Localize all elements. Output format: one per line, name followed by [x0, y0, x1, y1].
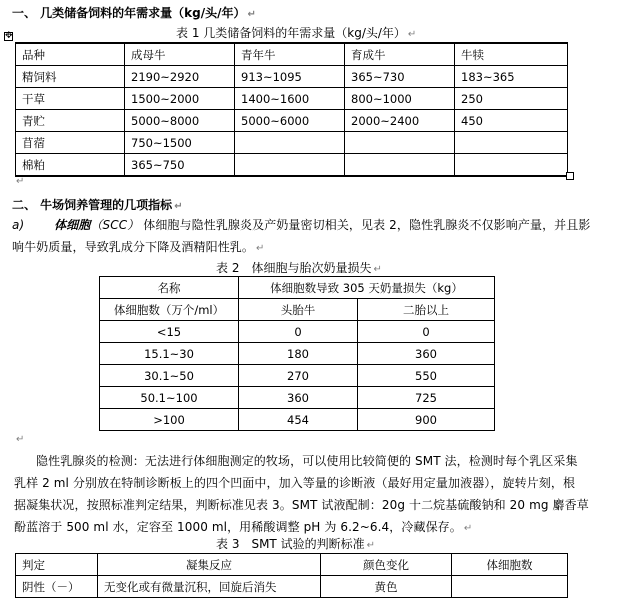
- table-3-header-cell: 体细胞数: [452, 554, 568, 576]
- table-cell: >100: [100, 409, 239, 431]
- table-3: [15, 553, 568, 598]
- table-resize-handle[interactable]: [566, 172, 574, 180]
- table-cell: 无变化或有微量沉积，回旋后消失: [98, 576, 321, 598]
- table-row: [100, 409, 495, 431]
- table-cell: 725: [358, 387, 495, 409]
- paragraph-text: 响牛奶质量，导致乳成分下降及酒精阳性乳。: [12, 240, 255, 254]
- section-2-heading: 二、 牛场饲养管理的几项指标 ↵: [12, 198, 183, 212]
- table-1-header-cell: 成母牛: [125, 43, 235, 66]
- table-3-header-row: [16, 554, 568, 576]
- table-cell: [345, 154, 455, 177]
- section-1-heading: 一、 几类储备饲料的年需求量（kg/头/年） ↵: [12, 6, 256, 20]
- table-1-header-row: [16, 43, 568, 66]
- table-cell: 365~750: [125, 154, 235, 177]
- table-row: [16, 154, 568, 177]
- table-cell: 550: [358, 365, 495, 387]
- paragraph-mark: ↵: [16, 434, 25, 445]
- paragraph-text: 酚蓝溶于 500 ml 水，定容至 1000 ml，用稀酸调整 pH 为 6.2~6.4，冷藏保存。: [14, 520, 462, 534]
- table-cell: 50.1~100: [100, 387, 239, 409]
- table-1: [15, 42, 568, 177]
- table-cell: 30.1~50: [100, 365, 239, 387]
- list-label: a): [12, 218, 25, 232]
- table-cell: 阴性（－）: [16, 576, 98, 598]
- table-1-header-cell: 品种: [16, 43, 125, 66]
- table-cell: 900: [358, 409, 495, 431]
- table-row: [100, 321, 495, 343]
- paragraph-text: 体细胞与隐性乳腺炎及产奶量密切相关，见表 2，隐性乳腺炎不仅影响产量，并且影: [143, 218, 591, 232]
- table-cell: 1500~2000: [125, 88, 235, 110]
- table-1-header-cell: 牛犊: [455, 43, 568, 66]
- table-cell: [345, 132, 455, 154]
- table-cell: [455, 154, 568, 177]
- table-2-header-cell: 体细胞数（万个/ml）: [100, 299, 239, 321]
- table-row: [100, 343, 495, 365]
- table-cell: 750~1500: [125, 132, 235, 154]
- table-cell: 454: [239, 409, 358, 431]
- table-cell: 180: [239, 343, 358, 365]
- table-cell: <15: [100, 321, 239, 343]
- table-row: [16, 132, 568, 154]
- table-cell: 苜蓿: [16, 132, 125, 154]
- table-cell: 360: [358, 343, 495, 365]
- paragraph-smt: 隐性乳腺炎的检测：无法进行体细胞测定的牧场，可以使用比较简便的 SMT 法，检测时每个乳区采集 乳样 2 ml 分别放在特制诊断板上的四个凹面中，加入等量的诊断液（最好用定量加液器），旋转片刻，根 据凝集状况，按照标准判定结果，判断标准见表 3。SMT 试液配制：20g 十二烷基硫酸钠和 20 mg 麝香草 酚蓝溶于 500 ml 水，定容至 1000 ml，用稀酸调整 pH 为 6.2~6.4，冷藏保存。 ↵: [14, 450, 618, 540]
- table-cell: 干草: [16, 88, 125, 110]
- table-cell: 精饲料: [16, 66, 125, 88]
- table-cell: 183~365: [455, 66, 568, 88]
- table-row: [16, 576, 568, 598]
- table-2-caption: 表 2 体细胞与胎次奶量损失 ↵: [216, 261, 382, 275]
- table-3-header-cell: 颜色变化: [321, 554, 452, 576]
- table-1-caption: 表 1 几类储备饲料的年需求量（kg/头/年） ↵: [176, 26, 417, 40]
- table-cell: [235, 154, 345, 177]
- table-2-header-cell: 头胎牛: [239, 299, 358, 321]
- table-cell: 青贮: [16, 110, 125, 132]
- table-cell: 5000~6000: [235, 110, 345, 132]
- table-row: [16, 66, 568, 88]
- table-3-header-cell: 判定: [16, 554, 98, 576]
- table-1-header-cell: 育成牛: [345, 43, 455, 66]
- table-cell: [452, 576, 568, 598]
- table-2-header-row: [100, 299, 495, 321]
- table-cell: 800~1000: [345, 88, 455, 110]
- table-cell: 棉粕: [16, 154, 125, 177]
- table-cell: 0: [239, 321, 358, 343]
- table-cell: 5000~8000: [125, 110, 235, 132]
- table-row: [100, 387, 495, 409]
- paragraph-text: 隐性乳腺炎的检测：无法进行体细胞测定的牧场，可以使用比较简便的 SMT 法，检测时每个乳区采集: [36, 454, 578, 468]
- table-cell: 270: [239, 365, 358, 387]
- paragraph-text: 据凝集状况，按照标准判定结果，判断标准见表 3。SMT 试液配制：20g 十二烷基硫酸钠和 20 mg 麝香草: [14, 498, 589, 512]
- table-cell: 2000~2400: [345, 110, 455, 132]
- table-cell: [235, 132, 345, 154]
- table-cell: 450: [455, 110, 568, 132]
- table-1-header-cell: 青年牛: [235, 43, 345, 66]
- term-scc: 体细胞: [54, 218, 91, 232]
- table-row: [16, 110, 568, 132]
- table-row: [16, 88, 568, 110]
- table-2-header-row: [100, 277, 495, 299]
- paragraph-text: 乳样 2 ml 分别放在特制诊断板上的四个凹面中，加入等量的诊断液（最好用定量加液器），旋转片刻，根: [14, 476, 576, 490]
- table-cell: 黄色: [321, 576, 452, 598]
- table-row: [100, 365, 495, 387]
- term-abbr: （SCC）: [90, 218, 140, 232]
- table-cell: 2190~2920: [125, 66, 235, 88]
- table-cell: [455, 132, 568, 154]
- table-2: [99, 276, 495, 431]
- paragraph-mark: ↵: [16, 176, 25, 187]
- table-cell: 250: [455, 88, 568, 110]
- table-3-header-cell: 凝集反应: [98, 554, 321, 576]
- table-2-header-cell: 体细胞数导致 305 天奶量损失（kg）: [239, 277, 495, 299]
- paragraph-scc: a) 体细胞（SCC） 体细胞与隐性乳腺炎及产奶量密切相关，见表 2，隐性乳腺炎不仅影响产量，并且影 响牛奶质量，导致乳成分下降及酒精阳性乳。 ↵: [12, 218, 591, 254]
- table-2-header-cell: 名称: [100, 277, 239, 299]
- table-move-handle[interactable]: ✥: [5, 31, 13, 41]
- table-cell: 15.1~30: [100, 343, 239, 365]
- table-cell: 913~1095: [235, 66, 345, 88]
- table-2-header-cell: 二胎以上: [358, 299, 495, 321]
- table-cell: 1400~1600: [235, 88, 345, 110]
- table-cell: 0: [358, 321, 495, 343]
- table-cell: 360: [239, 387, 358, 409]
- table-cell: 365~730: [345, 66, 455, 88]
- table-3-caption: 表 3 SMT 试验的判断标准 ↵: [216, 537, 375, 551]
